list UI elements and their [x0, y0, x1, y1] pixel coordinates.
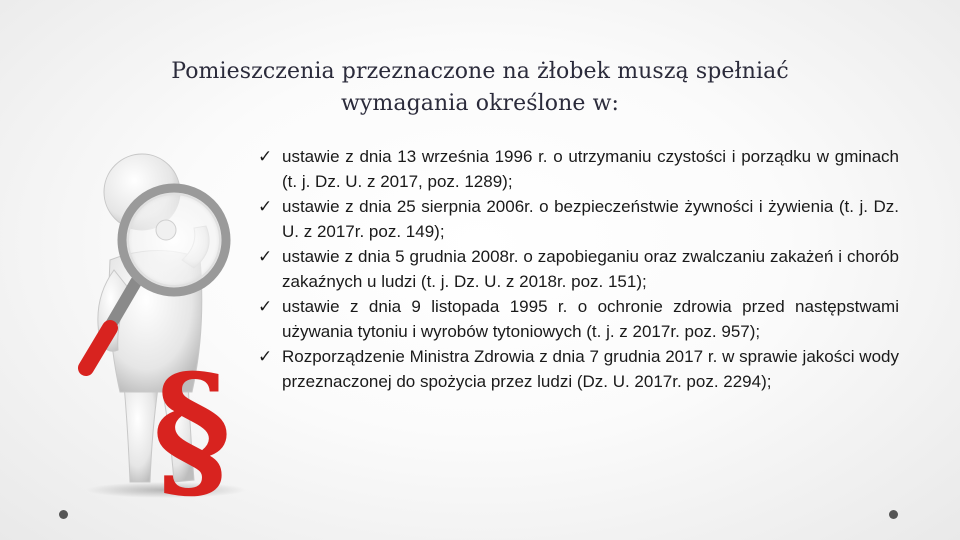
list-item-text: ustawie z dnia 13 września 1996 r. o utrzymaniu czystości i porządku w gminach (t. j. Dz. U. z 2017, poz. 1289); — [282, 147, 899, 191]
check-icon: ✓ — [258, 247, 273, 267]
list-item-text: ustawie z dnia 25 sierpnia 2006r. o bezpieczeństwie żywności i żywienia (t. j. Dz. U. z 2017r. poz. 149); — [282, 197, 899, 241]
list-item — [256, 344, 899, 394]
list-item — [256, 294, 899, 344]
slide-title-line-1: Pomieszczenia przeznaczone na żłobek muszą spełniać — [171, 59, 789, 84]
corner-dot-left — [59, 510, 68, 519]
corner-dot-right — [889, 510, 898, 519]
list-item-text: ustawie z dnia 9 listopada 1995 r. o ochronie zdrowia przed następstwami używania tytoniu i wyrobów tytoniowych (t. j. z 2017r. poz. 957); — [282, 297, 899, 341]
check-icon: ✓ — [258, 297, 273, 317]
list-item-text: Rozporządzenie Ministra Zdrowia z dnia 7 grudnia 2017 r. w sprawie jakości wody przeznaczonej do spożycia przez ludzi (Dz. U. 2017r. poz. 2294); — [282, 347, 899, 391]
list-item — [256, 244, 899, 294]
person-with-magnifier-and-paragraph-icon — [66, 130, 266, 500]
svg-text:§: § — [152, 342, 232, 500]
check-icon: ✓ — [258, 197, 273, 217]
list-item — [256, 144, 899, 194]
check-icon: ✓ — [258, 347, 273, 367]
requirements-list — [256, 144, 899, 394]
list-item-text: ustawie z dnia 5 grudnia 2008r. o zapobieganiu oraz zwalczaniu zakażeń i chorób zakaźnych u ludzi (t. j. Dz. U. z 2018r. poz. 151); — [282, 247, 899, 291]
slide-title-line-2: wymagania określone w: — [340, 91, 620, 116]
slide-title — [100, 56, 860, 120]
list-item — [256, 194, 899, 244]
check-icon: ✓ — [258, 147, 273, 167]
